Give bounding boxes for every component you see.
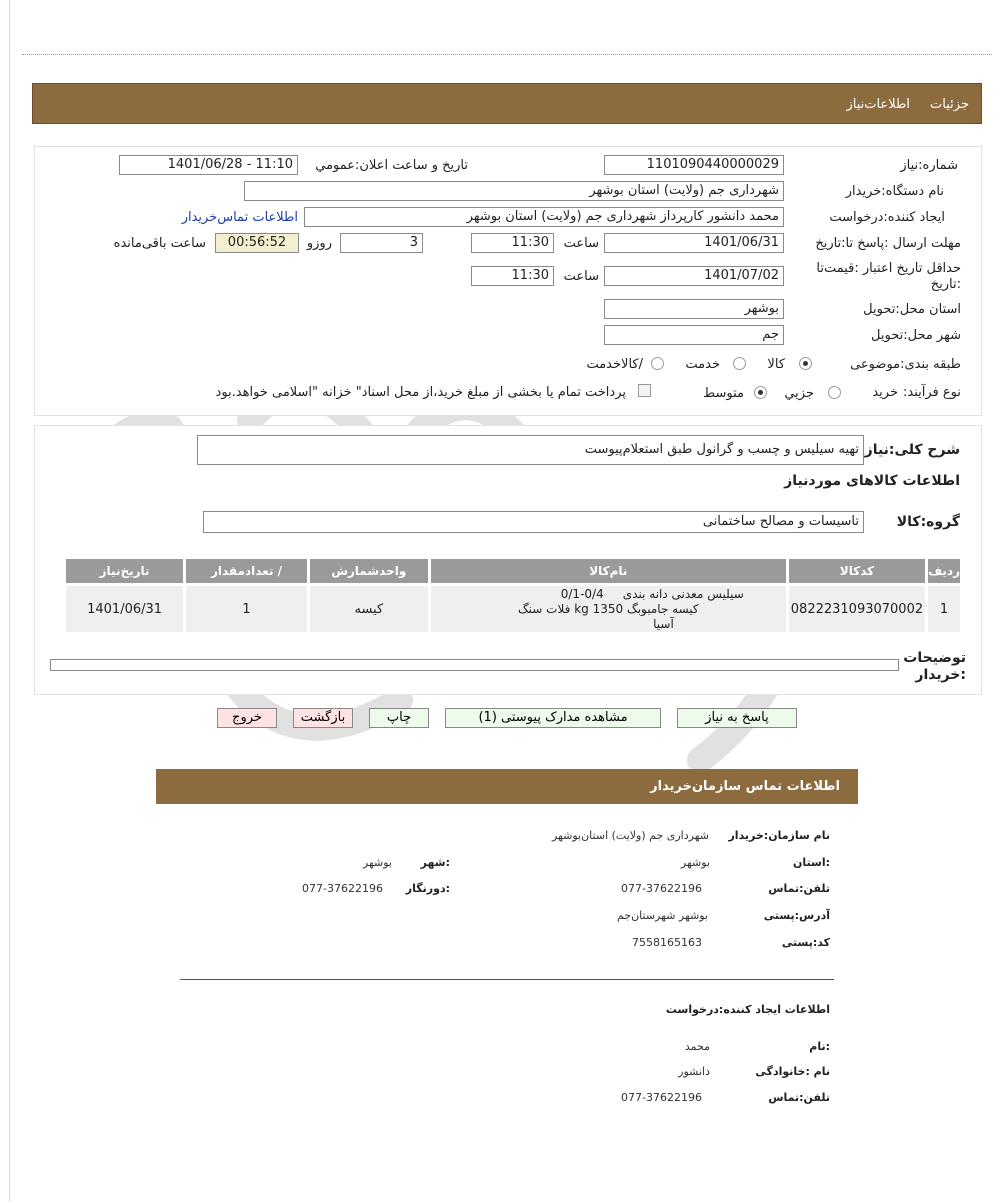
process-radio-medium[interactable] <box>754 386 767 399</box>
col-row: ردیف <box>928 559 960 583</box>
cell-name-line2: کیسه جامبوبگ 1350 kg فلات سنگ <box>517 601 699 616</box>
general-desc-label: شرح کلی:نیاز <box>864 442 960 458</box>
col-date: تاریخ‌نیاز <box>66 559 183 583</box>
contact-address-value: بوشهر شهرستان‌جم <box>616 909 708 922</box>
col-qty: / تعدادمقدار <box>186 559 307 583</box>
cell-name <box>431 586 786 632</box>
need-number-label: شماره:نیاز <box>900 158 958 173</box>
creator-name-label: :نام <box>809 1040 830 1053</box>
requester-label: ایجاد کننده:درخواست <box>829 210 945 225</box>
process-purchase-label: خرید <box>872 385 898 400</box>
contact-divider <box>180 979 834 980</box>
col-code: کدکالا <box>789 559 925 583</box>
table-row <box>66 586 960 632</box>
goods-group-label: گروه:کالا <box>896 514 960 530</box>
cell-name-line1: سیلیس معدنی دانه بندی <box>622 586 744 601</box>
process-medium-label: متوسط <box>703 386 744 401</box>
goods-group-field: تاسیسات و مصالح ساختمانی <box>203 511 864 533</box>
back-button[interactable]: بازگشت <box>293 708 353 728</box>
contact-section-header <box>156 769 858 804</box>
buyer-org-label: نام دستگاه:خریدار <box>845 184 944 199</box>
category-goods-label: کالا <box>767 357 785 372</box>
treasury-payment-checkbox[interactable] <box>638 384 651 397</box>
details-header-bar <box>32 83 982 124</box>
process-label: نوع فرآیند: <box>903 385 961 400</box>
creator-phone-value: 077-37622196 <box>621 1091 702 1104</box>
category-label: طبقه بندی:موضوعی <box>850 357 961 372</box>
tab-need-info[interactable]: اطلاعات‌نیاز <box>846 97 910 112</box>
days-label: روزو <box>306 236 332 251</box>
col-unit: واحدشمارش <box>310 559 428 583</box>
top-dotted-divider <box>22 54 992 55</box>
days-field: 3 <box>340 233 423 253</box>
contact-phone-label: تلفن:تماس <box>768 882 830 895</box>
contact-city-label: :شهر <box>420 856 450 869</box>
cell-qty: 1 <box>186 586 307 632</box>
send-deadline-time-label: ساعت <box>563 236 599 251</box>
category-radio-goods-service[interactable] <box>651 357 664 370</box>
contact-fax-value: 077-37622196 <box>302 882 383 895</box>
goods-table-header <box>66 559 960 583</box>
send-deadline-time-field: 11:30 <box>471 233 554 253</box>
remaining-time-field: 00:56:52 <box>215 233 299 253</box>
creator-phone-label: تلفن:تماس <box>768 1091 830 1104</box>
contact-postal-value: 7558165163 <box>632 936 702 949</box>
creator-family-value: دانشور <box>678 1065 710 1078</box>
category-radio-goods[interactable] <box>799 357 812 370</box>
delivery-province-label: استان محل:تحویل <box>863 302 961 317</box>
remaining-time-label: ساعت باقی‌مانده <box>113 236 206 251</box>
contact-phone-value: 077-37622196 <box>621 882 702 895</box>
buyer-contact-link[interactable]: اطلاعات تماس‌خریدار <box>181 210 298 225</box>
contact-province-label: :استان <box>793 856 830 869</box>
price-valid-label: حداقل تاریخ اعتبار :قیمت‌تا :تاریخ <box>816 261 961 292</box>
creator-name-value: محمد <box>684 1040 710 1053</box>
announce-date-field: 1401/06/28 - 11:10 <box>119 155 298 175</box>
contact-section-title: اطلاعات تماس سازمان‌خریدار <box>650 779 840 794</box>
category-goods-service-label: /کالاخدمت <box>586 357 643 372</box>
goods-table <box>63 556 963 635</box>
contact-postal-label: کد:پستی <box>781 936 830 949</box>
print-button[interactable]: چاپ <box>369 708 429 728</box>
cell-code: 0822231093070002 <box>789 586 925 632</box>
cell-name-size: 0/1-0/4 <box>560 586 604 601</box>
reply-button[interactable]: پاسخ به نیاز <box>677 708 797 728</box>
delivery-city-field: جم <box>604 325 784 345</box>
price-valid-time-field: 11:30 <box>471 266 554 286</box>
tab-details[interactable]: جزئیات <box>930 97 969 112</box>
contact-city-value: بوشهر <box>362 856 392 869</box>
buyer-notes-label: توضیحات :خریدار <box>903 650 966 683</box>
process-radio-minor[interactable] <box>828 386 841 399</box>
cell-date: 1401/06/31 <box>66 586 183 632</box>
contact-fax-label: :دورنگار <box>405 882 450 895</box>
delivery-province-field: بوشهر <box>604 299 784 319</box>
send-deadline-label: مهلت ارسال :پاسخ تا:تاریخ <box>815 236 961 251</box>
requester-field: محمد دانشور کارپرداز شهرداری جم (ولایت) استان بوشهر <box>304 207 784 227</box>
contact-province-value: بوشهر <box>680 856 710 869</box>
price-valid-date-field: 1401/07/02 <box>604 266 784 286</box>
price-valid-time-label: ساعت <box>563 269 599 284</box>
cell-row: 1 <box>928 586 960 632</box>
attachments-button[interactable]: مشاهده مدارک پیوستی (1) <box>445 708 661 728</box>
creator-section-title: اطلاعات ایجاد کننده:درخواست <box>665 1003 830 1016</box>
treasury-payment-note: پرداخت تمام یا بخشی از مبلغ خرید،از محل اسناد" خزانه "اسلامی خواهد.بود <box>215 385 626 400</box>
general-desc-field: تهیه سیلیس و چسب و گرانول طبق استعلام‌پیوست <box>197 435 864 465</box>
buyer-notes-field <box>50 659 899 671</box>
exit-button[interactable]: خروج <box>217 708 277 728</box>
cell-unit: کیسه <box>310 586 428 632</box>
cell-name-line3: آسیا <box>653 616 674 631</box>
page-left-border <box>9 0 10 1202</box>
col-name: نام‌کالا <box>431 559 786 583</box>
contact-org-label: نام سازمان:خریدار <box>728 829 830 842</box>
need-number-field: 1101090440000029 <box>604 155 784 175</box>
items-section-title: اطلاعات کالاهای موردنیاز <box>784 473 960 489</box>
contact-org-value: شهرداری جم (ولایت) استان‌بوشهر <box>552 829 709 842</box>
buyer-org-field: شهرداری جم (ولایت) استان بوشهر <box>244 181 784 201</box>
delivery-city-label: شهر محل:تحویل <box>871 328 961 343</box>
process-minor-label: جزیي <box>784 386 814 401</box>
creator-family-label: نام :خانوادگی <box>755 1065 830 1078</box>
send-deadline-date-field: 1401/06/31 <box>604 233 784 253</box>
announce-date-label: تاریخ و ساعت اعلان:عمومي <box>315 158 468 173</box>
category-service-label: خدمت <box>685 357 720 372</box>
category-radio-service[interactable] <box>733 357 746 370</box>
contact-address-label: آدرس:پستی <box>763 909 830 922</box>
